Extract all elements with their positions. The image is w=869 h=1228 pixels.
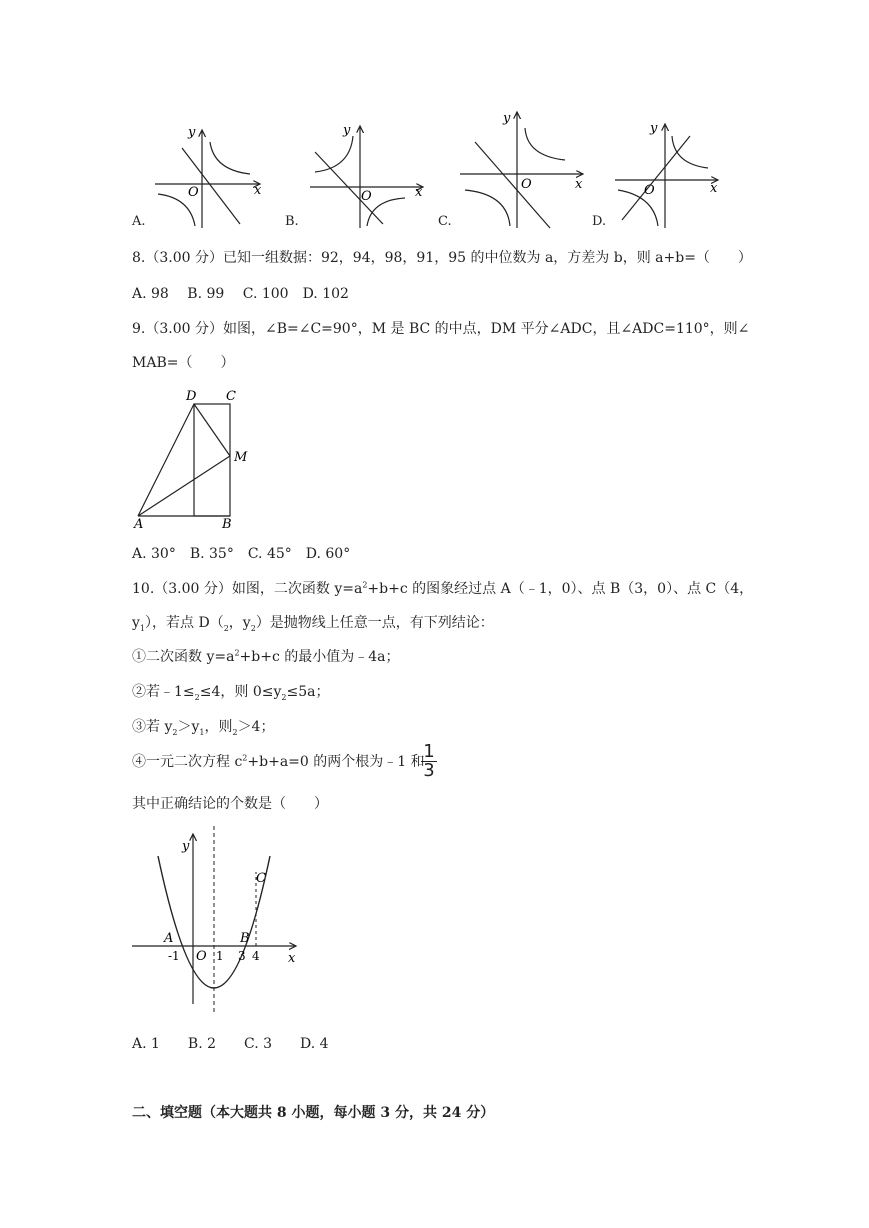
q10-graph-c-label: C — [256, 871, 266, 886]
q9-label-m: M — [234, 450, 248, 465]
q7-graph-c — [455, 108, 590, 230]
q7a-origin-label: O — [188, 185, 199, 200]
q9-label-a: A — [134, 517, 144, 530]
q10-tick-4: 4 — [252, 949, 260, 963]
q9-label-b: B — [222, 517, 232, 530]
section-2-heading: 二、填空题（本大题共 8 小题，每小题 3 分，共 24 分） — [132, 1105, 495, 1121]
q7c-x-label: x — [575, 177, 583, 192]
q9-stem-line1: 9.（3.00 分）如图，∠B=∠C=90°，M 是 BC 的中点，DM 平分∠ADC，且∠ADC=110°，则∠ — [132, 321, 750, 337]
q7-option-d: D. — [592, 214, 607, 229]
q9-label-d: D — [186, 389, 197, 404]
q10-conclusion-1: ①二次函数 $y=a^2+b+c$ 的最小值为﹣4a； — [132, 648, 400, 665]
q7b-origin-label: O — [361, 189, 372, 204]
q7a-x-label: x — [254, 183, 262, 198]
q8-options: A. 98 B. 99 C. 100 D. 102 — [132, 286, 349, 302]
q10-graph-b-label: B — [240, 931, 250, 946]
q10-conclusion-4: ④一元二次方程 $c^2+b+a=0$ 的两个根为﹣1 和 — [132, 753, 425, 770]
q9-figure — [128, 380, 258, 530]
q7d-y-label: y — [650, 121, 658, 136]
q7-graph-d — [610, 118, 725, 230]
q7-option-a: A. — [132, 214, 146, 229]
q7-option-b: B. — [285, 214, 299, 229]
fraction-numerator: 1 — [423, 741, 435, 762]
q7c-origin-label: O — [521, 177, 532, 192]
q10-graph — [128, 826, 308, 1016]
q10-graph-origin-label: O — [196, 949, 207, 964]
q10-tick-1: 1 — [216, 949, 224, 963]
q9-label-c: C — [226, 389, 236, 404]
q10-graph-a-label: A — [164, 931, 174, 946]
q10-conclusion-3: ③若 $y_2>y_1$，则$_2$＞4； — [132, 719, 275, 737]
q10-question: 其中正确结论的个数是（ ） — [132, 796, 328, 812]
q10-tick-neg1: -1 — [168, 949, 180, 963]
q10-graph-y-label: y — [182, 839, 190, 854]
q10-options: A. 1 B. 2 C. 3 D. 4 — [132, 1036, 329, 1052]
q7-option-c: C. — [438, 214, 452, 229]
q7a-y-label: y — [188, 125, 196, 140]
q7-graph-b — [305, 120, 430, 230]
q10-stem-line1: 10.（3.00 分）如图，二次函数 $y=a^2+b+c$ 的图象经过点 A（﹣1，0）、点 B（3，0）、点 C（4， — [132, 580, 754, 597]
q10-tick-3: 3 — [238, 949, 246, 963]
q10-fraction — [421, 743, 437, 780]
q10-graph-x-label: x — [288, 951, 296, 966]
q7-graph-a — [150, 120, 265, 230]
q7c-y-label: y — [503, 111, 511, 126]
q10-conclusion-2: ②若$﹣1\le_2\le 4$，则 $0\le y_2\le 5a$； — [132, 684, 330, 702]
q7b-y-label: y — [343, 123, 351, 138]
q9-options: A. 30° B. 35° C. 45° D. 60° — [132, 546, 351, 562]
q7d-x-label: x — [710, 181, 718, 196]
q7d-origin-label: O — [644, 183, 655, 198]
q8-stem: 8.（3.00 分）已知一组数据：92，94，98，91，95 的中位数为 a，方差为 b，则 a+b=（ ） — [132, 250, 752, 266]
q7b-x-label: x — [415, 185, 423, 200]
q10-stem-line2: $y_1$），若点 $D(_2$，$y_2$）是抛物线上任意一点，有下列结论： — [132, 615, 494, 633]
fraction-denominator: 3 — [421, 761, 437, 780]
q9-stem-line2: MAB=（ ） — [132, 355, 235, 371]
